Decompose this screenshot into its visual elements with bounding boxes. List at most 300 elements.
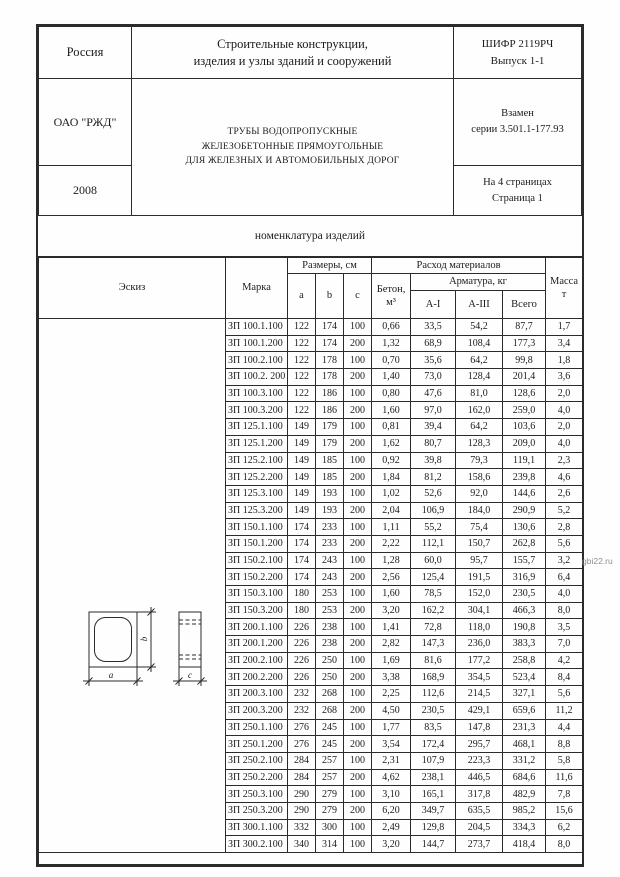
section-title: номенклатура изделий: [38, 216, 582, 257]
dim-c-cell: 100: [344, 719, 372, 736]
dim-b-cell: 238: [316, 636, 344, 653]
dim-c-cell: 100: [344, 419, 372, 436]
rebar-total-cell: 190,8: [503, 619, 546, 636]
dim-c-cell: 200: [344, 702, 372, 719]
dim-a-cell: 122: [288, 369, 316, 386]
table-row: [39, 319, 583, 336]
concrete-volume-cell: 1,69: [372, 652, 411, 669]
mass-cell: 6,2: [546, 819, 583, 836]
dim-a-cell: 226: [288, 669, 316, 686]
dim-b-cell: 268: [316, 686, 344, 703]
rebar-ai-cell: 33,5: [411, 319, 456, 336]
mass-cell: 3,6: [546, 369, 583, 386]
replaces-line2: серии 3.501.1-177.93: [471, 124, 564, 135]
country-cell: Россия: [39, 27, 132, 79]
concrete-volume-cell: 2,56: [372, 569, 411, 586]
rebar-total-cell: 230,5: [503, 586, 546, 603]
rebar-aiii-cell: 95,7: [456, 552, 503, 569]
rebar-ai-cell: 55,2: [411, 519, 456, 536]
concrete-volume-cell: 3,38: [372, 669, 411, 686]
rebar-aiii-cell: 152,0: [456, 586, 503, 603]
dim-c-cell: 200: [344, 802, 372, 819]
rebar-aiii-cell: 177,2: [456, 652, 503, 669]
mark-cell: ЗП 300.1.100: [226, 819, 288, 836]
rebar-total-cell: 155,7: [503, 552, 546, 569]
dim-c-cell: 100: [344, 586, 372, 603]
dim-b-cell: 245: [316, 719, 344, 736]
product-title-line2: ЖЕЛЕЗОБЕТОННЫЕ ПРЯМОУГОЛЬНЫЕ: [201, 141, 384, 152]
dim-a-cell: 284: [288, 769, 316, 786]
dim-c-cell: 200: [344, 402, 372, 419]
mass-label-line2: т: [561, 289, 567, 300]
rebar-total-cell: 239,8: [503, 469, 546, 486]
dim-c-cell: 200: [344, 636, 372, 653]
mass-cell: 4,0: [546, 586, 583, 603]
rebar-ai-cell: 52,6: [411, 485, 456, 502]
dim-b-cell: 314: [316, 836, 344, 853]
col-header-rebar-ai: А-I: [411, 291, 456, 319]
sketch-cell: [39, 319, 226, 853]
rebar-total-cell: 231,3: [503, 719, 546, 736]
rebar-aiii-cell: 317,8: [456, 786, 503, 803]
mass-cell: 4,4: [546, 719, 583, 736]
rebar-ai-cell: 78,5: [411, 586, 456, 603]
mark-cell: ЗП 100.2.100: [226, 352, 288, 369]
rebar-ai-cell: 72,8: [411, 619, 456, 636]
rebar-total-cell: 103,6: [503, 419, 546, 436]
dim-a-cell: 122: [288, 319, 316, 336]
mass-cell: 1,8: [546, 352, 583, 369]
dim-a-cell: 226: [288, 652, 316, 669]
rebar-aiii-cell: 64,2: [456, 352, 503, 369]
rebar-ai-cell: 60,0: [411, 552, 456, 569]
dim-b-cell: 178: [316, 352, 344, 369]
rebar-aiii-cell: 147,8: [456, 719, 503, 736]
col-header-concrete: [372, 274, 411, 319]
mark-cell: ЗП 200.2.200: [226, 669, 288, 686]
dim-a-cell: 226: [288, 636, 316, 653]
footer-strip: [39, 853, 583, 865]
mass-cell: 5,6: [546, 535, 583, 552]
rebar-ai-cell: 125,4: [411, 569, 456, 586]
col-header-b: b: [316, 274, 344, 319]
col-group-materials: Расход материалов: [372, 258, 546, 274]
concrete-volume-cell: 1,60: [372, 402, 411, 419]
concrete-volume-cell: 4,50: [372, 702, 411, 719]
rebar-total-cell: 177,3: [503, 335, 546, 352]
rebar-aiii-cell: 54,2: [456, 319, 503, 336]
dim-c-cell: 200: [344, 469, 372, 486]
rebar-total-cell: 466,3: [503, 602, 546, 619]
rebar-total-cell: 258,8: [503, 652, 546, 669]
mark-cell: ЗП 200.3.200: [226, 702, 288, 719]
mass-cell: 2,0: [546, 419, 583, 436]
dim-a-cell: 149: [288, 452, 316, 469]
col-group-rebar: Арматура, кг: [411, 274, 546, 291]
mass-cell: 11,2: [546, 702, 583, 719]
dim-a-cell: 174: [288, 519, 316, 536]
dim-b-cell: 243: [316, 569, 344, 586]
mass-cell: 2,0: [546, 385, 583, 402]
rebar-total-cell: 659,6: [503, 702, 546, 719]
concrete-volume-cell: 1,32: [372, 335, 411, 352]
rebar-total-cell: 985,2: [503, 802, 546, 819]
rebar-total-cell: 482,9: [503, 786, 546, 803]
rebar-aiii-cell: 184,0: [456, 502, 503, 519]
dim-b-cell: 245: [316, 736, 344, 753]
rebar-ai-cell: 47,6: [411, 385, 456, 402]
dim-b-cell: 253: [316, 586, 344, 603]
rebar-total-cell: 383,3: [503, 636, 546, 653]
rebar-ai-cell: 81,6: [411, 652, 456, 669]
col-group-dimensions: Размеры, см: [288, 258, 372, 274]
dim-c-cell: 200: [344, 335, 372, 352]
rebar-aiii-cell: 446,5: [456, 769, 503, 786]
mass-cell: 8,0: [546, 602, 583, 619]
dim-b-cell: 193: [316, 502, 344, 519]
rebar-aiii-cell: 429,1: [456, 702, 503, 719]
series-title-line2: изделия и узлы зданий и сооружений: [193, 53, 392, 68]
mass-label-line1: Масса: [549, 275, 579, 287]
rebar-total-cell: 418,4: [503, 836, 546, 853]
dim-c-cell: 200: [344, 369, 372, 386]
mark-cell: ЗП 125.3.100: [226, 485, 288, 502]
col-header-rebar-total: Всего: [503, 291, 546, 319]
mark-cell: ЗП 100.1.100: [226, 319, 288, 336]
rebar-aiii-cell: 92,0: [456, 485, 503, 502]
dim-a-cell: 122: [288, 335, 316, 352]
dim-label-a: a: [108, 669, 114, 680]
mark-cell: ЗП 150.1.200: [226, 535, 288, 552]
dim-b-cell: 257: [316, 752, 344, 769]
dim-b-cell: 238: [316, 619, 344, 636]
col-header-mass: [546, 258, 583, 319]
dim-a-cell: 332: [288, 819, 316, 836]
rebar-ai-cell: 112,1: [411, 535, 456, 552]
dim-a-cell: 122: [288, 352, 316, 369]
rebar-ai-cell: 238,1: [411, 769, 456, 786]
rebar-aiii-cell: 635,5: [456, 802, 503, 819]
concrete-volume-cell: 0,92: [372, 452, 411, 469]
mark-cell: ЗП 200.2.100: [226, 652, 288, 669]
rebar-aiii-cell: 81,0: [456, 385, 503, 402]
dim-c-cell: 100: [344, 786, 372, 803]
dim-c-cell: 100: [344, 519, 372, 536]
rebar-aiii-cell: 295,7: [456, 736, 503, 753]
mass-cell: 5,6: [546, 686, 583, 703]
dim-a-cell: 232: [288, 686, 316, 703]
dim-c-cell: 200: [344, 502, 372, 519]
dim-b-cell: 243: [316, 552, 344, 569]
mark-cell: ЗП 300.2.100: [226, 836, 288, 853]
concrete-volume-cell: 2,25: [372, 686, 411, 703]
mark-cell: ЗП 250.3.200: [226, 802, 288, 819]
dim-c-cell: 100: [344, 686, 372, 703]
rebar-aiii-cell: 64,2: [456, 419, 503, 436]
mass-cell: 8,4: [546, 669, 583, 686]
concrete-volume-cell: 0,81: [372, 419, 411, 436]
rebar-total-cell: 201,4: [503, 369, 546, 386]
dim-a-cell: 180: [288, 586, 316, 603]
dim-a-cell: 122: [288, 385, 316, 402]
dim-c-cell: 100: [344, 319, 372, 336]
dim-b-cell: 300: [316, 819, 344, 836]
dim-c-cell: 100: [344, 819, 372, 836]
pages-line2: Страница 1: [492, 192, 543, 204]
pages-line1: На 4 страницах: [483, 176, 552, 188]
dim-b-cell: 250: [316, 669, 344, 686]
dim-c-cell: 200: [344, 535, 372, 552]
rebar-ai-cell: 80,7: [411, 435, 456, 452]
replaces-line1: Взамен: [501, 108, 534, 120]
dim-c-cell: 100: [344, 385, 372, 402]
concrete-volume-cell: 1,62: [372, 435, 411, 452]
pages-cell: [454, 166, 582, 216]
mass-cell: 2,3: [546, 452, 583, 469]
mark-cell: ЗП 250.2.100: [226, 752, 288, 769]
rebar-total-cell: 130,6: [503, 519, 546, 536]
rebar-ai-cell: 106,9: [411, 502, 456, 519]
dim-a-cell: 174: [288, 552, 316, 569]
dim-b-cell: 279: [316, 802, 344, 819]
rebar-aiii-cell: 214,5: [456, 686, 503, 703]
mark-cell: ЗП 150.1.100: [226, 519, 288, 536]
mark-cell: ЗП 150.3.100: [226, 586, 288, 603]
rebar-ai-cell: 35,6: [411, 352, 456, 369]
dim-b-cell: 257: [316, 769, 344, 786]
rebar-total-cell: 99,8: [503, 352, 546, 369]
rebar-ai-cell: 168,9: [411, 669, 456, 686]
dim-a-cell: 276: [288, 736, 316, 753]
mass-cell: 5,8: [546, 752, 583, 769]
mark-cell: ЗП 250.1.200: [226, 736, 288, 753]
dim-c-cell: 100: [344, 619, 372, 636]
dim-a-cell: 232: [288, 702, 316, 719]
watermark: gbi22.ru: [582, 556, 613, 566]
issue-line: Выпуск 1-1: [490, 54, 545, 67]
dim-a-cell: 149: [288, 419, 316, 436]
mass-cell: 2,8: [546, 519, 583, 536]
rebar-aiii-cell: 204,5: [456, 819, 503, 836]
rebar-ai-cell: 73,0: [411, 369, 456, 386]
mark-cell: ЗП 250.3.100: [226, 786, 288, 803]
mass-cell: 7,8: [546, 786, 583, 803]
rebar-aiii-cell: 75,4: [456, 519, 503, 536]
sketch-drawing: [39, 606, 225, 702]
concrete-label-line1: Бетон,: [376, 283, 406, 295]
rebar-total-cell: 331,2: [503, 752, 546, 769]
rebar-ai-cell: 349,7: [411, 802, 456, 819]
mass-cell: 11,6: [546, 769, 583, 786]
concrete-volume-cell: 3,10: [372, 786, 411, 803]
rebar-total-cell: 327,1: [503, 686, 546, 703]
dim-c-cell: 100: [344, 836, 372, 853]
concrete-volume-cell: 1,02: [372, 485, 411, 502]
rebar-aiii-cell: 128,3: [456, 435, 503, 452]
dim-c-cell: 200: [344, 569, 372, 586]
rebar-aiii-cell: 273,7: [456, 836, 503, 853]
concrete-volume-cell: 2,22: [372, 535, 411, 552]
series-title-line1: Строительные конструкции,: [217, 36, 368, 51]
rebar-total-cell: 128,6: [503, 385, 546, 402]
rebar-total-cell: 334,3: [503, 819, 546, 836]
dim-b-cell: 186: [316, 402, 344, 419]
dim-a-cell: 226: [288, 619, 316, 636]
mass-cell: 8,0: [546, 836, 583, 853]
dim-a-cell: 340: [288, 836, 316, 853]
mass-cell: 4,0: [546, 402, 583, 419]
mass-cell: 7,0: [546, 636, 583, 653]
concrete-volume-cell: 0,66: [372, 319, 411, 336]
mass-cell: 15,6: [546, 802, 583, 819]
rebar-total-cell: 87,7: [503, 319, 546, 336]
rebar-aiii-cell: 304,1: [456, 602, 503, 619]
mass-cell: 8,8: [546, 736, 583, 753]
rebar-ai-cell: 112,6: [411, 686, 456, 703]
concrete-volume-cell: 2,49: [372, 819, 411, 836]
dim-b-cell: 233: [316, 535, 344, 552]
rebar-ai-cell: 144,7: [411, 836, 456, 853]
concrete-volume-cell: 2,82: [372, 636, 411, 653]
dim-a-cell: 149: [288, 469, 316, 486]
title-block: [38, 26, 582, 216]
rebar-ai-cell: 172,4: [411, 736, 456, 753]
nomenclature-body: [39, 319, 583, 853]
footer-row: [39, 853, 583, 865]
concrete-volume-cell: 3,20: [372, 836, 411, 853]
dim-b-cell: 185: [316, 469, 344, 486]
mass-cell: 3,2: [546, 552, 583, 569]
dim-b-cell: 279: [316, 786, 344, 803]
nomenclature-header: [39, 258, 583, 319]
mass-cell: 4,0: [546, 435, 583, 452]
rebar-ai-cell: 165,1: [411, 786, 456, 803]
dim-a-cell: 290: [288, 802, 316, 819]
concrete-volume-cell: 2,04: [372, 502, 411, 519]
dim-a-cell: 174: [288, 569, 316, 586]
mark-cell: ЗП 100.2. 200: [226, 369, 288, 386]
cross-section-outline: [89, 612, 137, 667]
rebar-ai-cell: 107,9: [411, 752, 456, 769]
mark-cell: ЗП 200.1.200: [226, 636, 288, 653]
dim-a-cell: 149: [288, 435, 316, 452]
mark-cell: ЗП 250.2.200: [226, 769, 288, 786]
dim-label-c: c: [188, 669, 192, 680]
rebar-aiii-cell: 158,6: [456, 469, 503, 486]
mark-cell: ЗП 200.3.100: [226, 686, 288, 703]
rebar-aiii-cell: 150,7: [456, 535, 503, 552]
rebar-aiii-cell: 79,3: [456, 452, 503, 469]
dim-a-cell: 122: [288, 402, 316, 419]
product-title-cell: [132, 79, 454, 216]
product-title-line3: ДЛЯ ЖЕЛЕЗНЫХ И АВТОМОБИЛЬНЫХ ДОРОГ: [185, 156, 400, 167]
mark-cell: ЗП 150.2.200: [226, 569, 288, 586]
dim-a-cell: 149: [288, 502, 316, 519]
dim-c-cell: 100: [344, 352, 372, 369]
concrete-volume-cell: 1,77: [372, 719, 411, 736]
mass-cell: 4,6: [546, 469, 583, 486]
dim-b-cell: 179: [316, 435, 344, 452]
mark-cell: ЗП 100.1.200: [226, 335, 288, 352]
concrete-volume-cell: 4,62: [372, 769, 411, 786]
rebar-aiii-cell: 162,0: [456, 402, 503, 419]
rebar-ai-cell: 68,9: [411, 335, 456, 352]
dim-c-cell: 200: [344, 736, 372, 753]
dim-b-cell: 253: [316, 602, 344, 619]
dim-c-cell: 100: [344, 652, 372, 669]
mark-cell: ЗП 250.1.100: [226, 719, 288, 736]
mass-cell: 6,4: [546, 569, 583, 586]
dim-c-cell: 200: [344, 602, 372, 619]
dim-b-cell: 250: [316, 652, 344, 669]
rebar-total-cell: 684,6: [503, 769, 546, 786]
mark-cell: ЗП 100.3.100: [226, 385, 288, 402]
col-header-c: c: [344, 274, 372, 319]
dim-b-cell: 178: [316, 369, 344, 386]
rebar-total-cell: 523,4: [503, 669, 546, 686]
mark-cell: ЗП 125.1.200: [226, 435, 288, 452]
mass-cell: 5,2: [546, 502, 583, 519]
dim-c-cell: 200: [344, 435, 372, 452]
dim-b-cell: 174: [316, 335, 344, 352]
dim-b-cell: 233: [316, 519, 344, 536]
col-header-rebar-aiii: А-III: [456, 291, 503, 319]
concrete-volume-cell: 1,60: [372, 586, 411, 603]
concrete-volume-cell: 1,28: [372, 552, 411, 569]
col-header-sketch: Эскиз: [39, 258, 226, 319]
dim-a-cell: 276: [288, 719, 316, 736]
dim-b-cell: 186: [316, 385, 344, 402]
dim-c-cell: 200: [344, 669, 372, 686]
concrete-volume-cell: 1,41: [372, 619, 411, 636]
cipher-line: ШИФР 2119РЧ: [481, 38, 554, 50]
concrete-volume-cell: 1,40: [372, 369, 411, 386]
rebar-aiii-cell: 223,3: [456, 752, 503, 769]
product-title-line1: ТРУБЫ ВОДОПРОПУСКНЫЕ: [227, 126, 358, 137]
cipher-cell: [454, 27, 582, 79]
col-header-a: a: [288, 274, 316, 319]
replaces-cell: [454, 79, 582, 166]
dim-a-cell: 149: [288, 485, 316, 502]
rebar-aiii-cell: 118,0: [456, 619, 503, 636]
mark-cell: ЗП 100.3.200: [226, 402, 288, 419]
rebar-aiii-cell: 236,0: [456, 636, 503, 653]
rebar-ai-cell: 97,0: [411, 402, 456, 419]
concrete-volume-cell: 2,31: [372, 752, 411, 769]
dim-c-cell: 100: [344, 752, 372, 769]
rebar-total-cell: 259,0: [503, 402, 546, 419]
concrete-volume-cell: 3,54: [372, 736, 411, 753]
rebar-aiii-cell: 354,5: [456, 669, 503, 686]
dim-b-cell: 174: [316, 319, 344, 336]
mass-cell: 3,5: [546, 619, 583, 636]
series-title-cell: [132, 27, 454, 79]
rebar-total-cell: 119,1: [503, 452, 546, 469]
rebar-total-cell: 262,8: [503, 535, 546, 552]
dim-b-cell: 179: [316, 419, 344, 436]
rebar-ai-cell: 230,5: [411, 702, 456, 719]
dim-b-cell: 193: [316, 485, 344, 502]
document-frame: [36, 24, 584, 867]
dim-a-cell: 180: [288, 602, 316, 619]
mass-cell: 1,7: [546, 319, 583, 336]
concrete-volume-cell: 1,84: [372, 469, 411, 486]
mark-cell: ЗП 125.2.200: [226, 469, 288, 486]
rebar-aiii-cell: 108,4: [456, 335, 503, 352]
rebar-ai-cell: 39,4: [411, 419, 456, 436]
mass-cell: 4,2: [546, 652, 583, 669]
concrete-volume-cell: 6,20: [372, 802, 411, 819]
